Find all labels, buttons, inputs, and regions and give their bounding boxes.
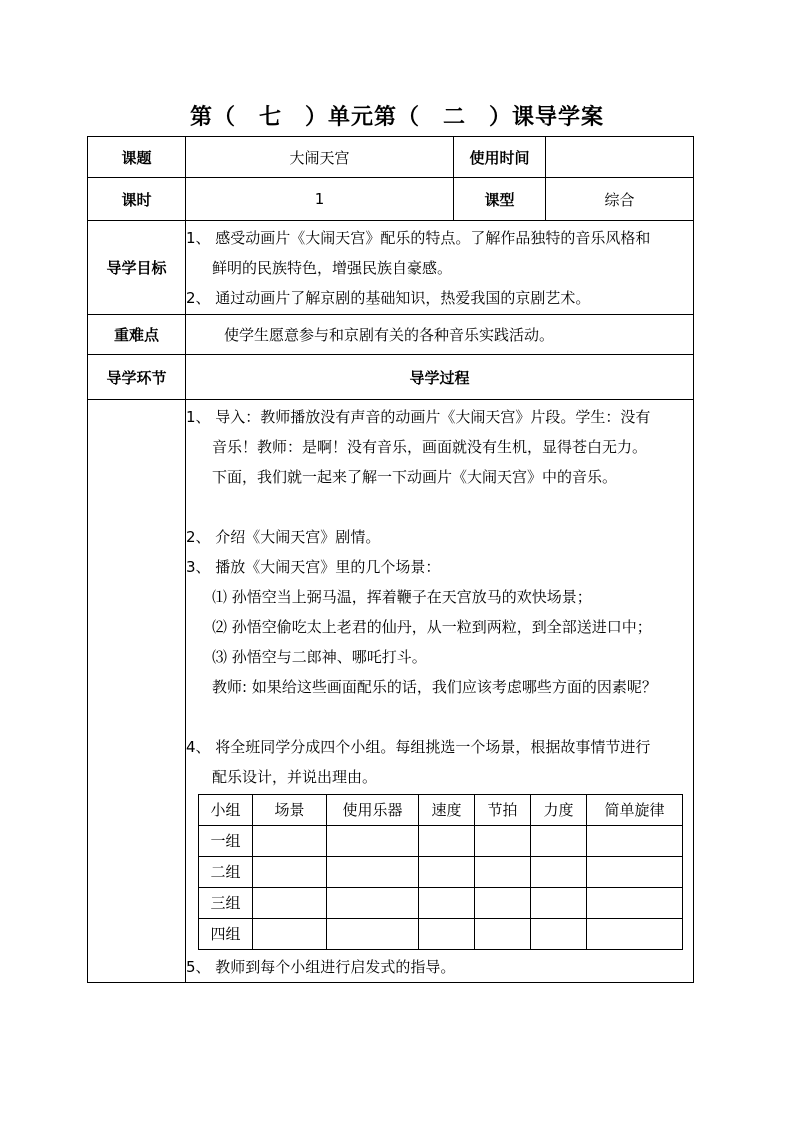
- empty-cell: [475, 919, 531, 950]
- header-cell: 场景: [253, 795, 327, 826]
- step-5: 5、 教师到每个小组进行启发式的指导。: [186, 958, 456, 976]
- scene-2: ⑵ 孙悟空偷吃太上老君的仙丹，从一粒到两粒，到全部送进口中；: [212, 618, 652, 636]
- step-1-line-3: 下面，我们就一起来了解一下动画片《大闹天宫》中的音乐。: [212, 468, 618, 486]
- type-value: 综合: [546, 178, 694, 221]
- goal-2: 2、 通过动画片了解京剧的基础知识，热爱我国的京剧艺术。: [186, 288, 591, 307]
- empty-cell: [327, 919, 419, 950]
- blank-line: [186, 492, 693, 522]
- goals-row: [88, 221, 694, 315]
- step-1-line-2: 音乐！教师：是啊！没有音乐，画面就没有生机，显得苍白无力。: [212, 438, 648, 456]
- step-1-line-1: 1、 导入：教师播放没有声音的动画片《大闹天宫》片段。学生：没有: [186, 408, 651, 426]
- empty-cell: [587, 888, 683, 919]
- group-row: [199, 826, 683, 857]
- group-name: 一组: [199, 826, 253, 857]
- group-table-header: [199, 795, 683, 826]
- group-name: 二组: [199, 857, 253, 888]
- group-name: 四组: [199, 919, 253, 950]
- type-label: 课型: [454, 178, 546, 221]
- goals-content: [186, 221, 694, 315]
- step-4-line-2: 配乐设计，并说出理由。: [212, 768, 378, 786]
- empty-cell: [253, 888, 327, 919]
- empty-cell: [531, 888, 587, 919]
- topic-value: 大闹天宫: [186, 137, 454, 178]
- goal-1-line-1: 1、 感受动画片《大闹天宫》配乐的特点。了解作品独特的音乐风格和: [186, 228, 651, 247]
- empty-cell: [587, 857, 683, 888]
- difficulty-row: [88, 315, 694, 355]
- empty-cell: [419, 919, 475, 950]
- group-row: [199, 857, 683, 888]
- empty-cell: [253, 857, 327, 888]
- step-2: 2、 介绍《大闹天宫》剧情。: [186, 528, 381, 546]
- period-label: 课时: [88, 178, 186, 221]
- group-table: [198, 794, 683, 950]
- header-cell: 力度: [531, 795, 587, 826]
- difficulty-label: 重难点: [88, 315, 186, 355]
- process-header-row: [88, 355, 694, 400]
- empty-cell: [327, 888, 419, 919]
- period-value: 1: [186, 178, 454, 221]
- topic-row: [88, 137, 694, 178]
- empty-cell: [531, 919, 587, 950]
- empty-cell: [531, 857, 587, 888]
- process-content: [186, 400, 694, 983]
- empty-cell: [253, 919, 327, 950]
- empty-cell: [475, 857, 531, 888]
- empty-cell: [327, 857, 419, 888]
- header-cell: 速度: [419, 795, 475, 826]
- header-cell: 使用乐器: [327, 795, 419, 826]
- header-cell: 小组: [199, 795, 253, 826]
- step-4-line-1: 4、 将全班同学分成四个小组。每组挑选一个场景，根据故事情节进行: [186, 738, 651, 756]
- step-3: 3、 播放《大闹天宫》里的几个场景：: [186, 558, 441, 576]
- empty-cell: [327, 826, 419, 857]
- empty-cell: [253, 826, 327, 857]
- difficulty-value: 使学生愿意参与和京剧有关的各种音乐实践活动。: [186, 315, 694, 355]
- teacher-question: 教师: 如果给这些画面配乐的话，我们应该考虑哪些方面的因素呢？: [212, 678, 657, 696]
- process-header-value: 导学过程: [186, 355, 694, 400]
- time-value: [546, 137, 694, 178]
- period-row: [88, 178, 694, 221]
- group-row: [199, 888, 683, 919]
- scene-1: ⑴ 孙悟空当上弼马温，挥着鞭子在天宫放马的欢快场景；: [212, 588, 592, 606]
- goal-1-line-2: 鲜明的民族特色，增强民族自豪感。: [212, 258, 453, 277]
- header-cell: 简单旋律: [587, 795, 683, 826]
- empty-cell: [475, 826, 531, 857]
- empty-cell: [587, 826, 683, 857]
- lesson-plan-table: [87, 136, 694, 983]
- topic-label: 课题: [88, 137, 186, 178]
- page-title: 第（ 七 ）单元第（ 二 ）课导学案: [189, 105, 604, 130]
- group-row: [199, 919, 683, 950]
- empty-cell: [419, 857, 475, 888]
- time-label: 使用时间: [454, 137, 546, 178]
- empty-cell: [531, 826, 587, 857]
- process-header-label: 导学环节: [88, 355, 186, 400]
- empty-cell: [587, 919, 683, 950]
- group-name: 三组: [199, 888, 253, 919]
- empty-cell: [419, 888, 475, 919]
- header-cell: 节拍: [475, 795, 531, 826]
- scene-3: ⑶ 孙悟空与二郎神、哪吒打斗。: [212, 648, 427, 666]
- blank-line: [186, 702, 693, 732]
- empty-cell: [475, 888, 531, 919]
- goals-label: 导学目标: [88, 221, 186, 315]
- process-empty-cell: [88, 400, 186, 983]
- process-row: [88, 400, 694, 983]
- empty-cell: [419, 826, 475, 857]
